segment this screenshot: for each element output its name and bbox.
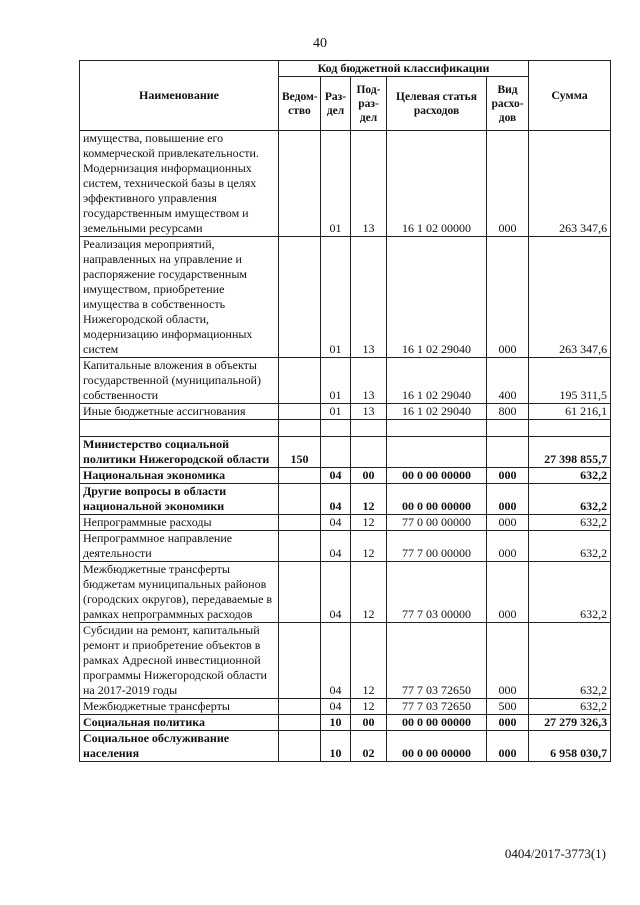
cell-target-article: 00 0 00 00000 <box>387 484 487 515</box>
cell-razdel: 04 <box>321 562 351 623</box>
cell-podrazdel: 13 <box>351 131 387 237</box>
cell-podrazdel: 00 <box>351 468 387 484</box>
table-row <box>80 420 611 437</box>
cell-sum: 263 347,6 <box>529 237 611 358</box>
cell-expense-type: 500 <box>487 699 529 715</box>
cell-target-article: 00 0 00 00000 <box>387 731 487 762</box>
cell-name: Национальная экономика <box>80 468 279 484</box>
cell-name: Социальная политика <box>80 715 279 731</box>
cell-name <box>80 420 279 437</box>
cell-expense-type: 000 <box>487 531 529 562</box>
header-podrazdel: Под-раз-дел <box>351 77 387 131</box>
cell-target-article: 16 1 02 29040 <box>387 404 487 420</box>
table-row <box>80 237 611 358</box>
cell-expense-type: 000 <box>487 623 529 699</box>
table-row <box>80 715 611 731</box>
table-row <box>80 131 611 237</box>
header-sum: Сумма <box>529 61 611 131</box>
cell-razdel: 04 <box>321 531 351 562</box>
cell-target-article: 77 7 03 72650 <box>387 699 487 715</box>
cell-razdel: 04 <box>321 699 351 715</box>
cell-target-article: 16 1 02 29040 <box>387 358 487 404</box>
cell-vedomstvo: 150 <box>279 437 321 468</box>
cell-target-article: 00 0 00 00000 <box>387 468 487 484</box>
cell-razdel: 01 <box>321 131 351 237</box>
cell-target-article: 16 1 02 29040 <box>387 237 487 358</box>
cell-razdel: 04 <box>321 484 351 515</box>
cell-expense-type: 000 <box>487 468 529 484</box>
cell-target-article: 77 7 00 00000 <box>387 531 487 562</box>
cell-podrazdel: 12 <box>351 699 387 715</box>
cell-razdel: 04 <box>321 468 351 484</box>
cell-name: Другие вопросы в области национальной экономики <box>80 484 279 515</box>
table-row <box>80 358 611 404</box>
cell-target-article <box>387 437 487 468</box>
cell-vedomstvo <box>279 562 321 623</box>
cell-expense-type: 000 <box>487 715 529 731</box>
cell-vedomstvo <box>279 515 321 531</box>
cell-name: имущества, повышение его коммерческой привлекательности. Модернизация информационных систем, технической базы в целях эффективного управления государственным имуществом и земельными ресурсами <box>80 131 279 237</box>
cell-expense-type: 000 <box>487 131 529 237</box>
table-row <box>80 404 611 420</box>
cell-sum: 632,2 <box>529 531 611 562</box>
table-row <box>80 437 611 468</box>
cell-sum: 27 279 326,3 <box>529 715 611 731</box>
cell-expense-type: 000 <box>487 515 529 531</box>
cell-vedomstvo <box>279 404 321 420</box>
table-row <box>80 515 611 531</box>
cell-sum: 632,2 <box>529 699 611 715</box>
cell-expense-type <box>487 437 529 468</box>
cell-podrazdel: 13 <box>351 237 387 358</box>
cell-sum: 61 216,1 <box>529 404 611 420</box>
cell-vedomstvo <box>279 715 321 731</box>
cell-razdel: 01 <box>321 237 351 358</box>
cell-podrazdel: 12 <box>351 623 387 699</box>
cell-vedomstvo <box>279 623 321 699</box>
cell-target-article <box>387 420 487 437</box>
cell-name: Непрограммные расходы <box>80 515 279 531</box>
cell-expense-type: 400 <box>487 358 529 404</box>
header-code-group: Код бюджетной классификации <box>279 61 529 77</box>
page-number: 40 <box>313 36 327 51</box>
cell-expense-type: 000 <box>487 562 529 623</box>
cell-sum: 632,2 <box>529 515 611 531</box>
cell-name: Реализация мероприятий, направленных на управление и распоряжение государственным имуществом, приобретение имущества в собственность Нижегородской области, модернизацию информационных систем <box>80 237 279 358</box>
cell-expense-type: 000 <box>487 731 529 762</box>
header-vedomstvo: Ведом-ство <box>279 77 321 131</box>
cell-vedomstvo <box>279 531 321 562</box>
cell-sum: 632,2 <box>529 484 611 515</box>
table-row <box>80 468 611 484</box>
cell-vedomstvo <box>279 237 321 358</box>
cell-vedomstvo <box>279 131 321 237</box>
cell-podrazdel <box>351 420 387 437</box>
cell-podrazdel: 12 <box>351 531 387 562</box>
document-code: 0404/2017-3773(1) <box>504 846 606 861</box>
cell-name: Иные бюджетные ассигнования <box>80 404 279 420</box>
cell-target-article: 16 1 02 00000 <box>387 131 487 237</box>
table-row <box>80 531 611 562</box>
cell-podrazdel: 12 <box>351 515 387 531</box>
cell-vedomstvo <box>279 468 321 484</box>
cell-vedomstvo <box>279 699 321 715</box>
cell-expense-type <box>487 420 529 437</box>
cell-sum: 263 347,6 <box>529 131 611 237</box>
cell-podrazdel: 13 <box>351 358 387 404</box>
cell-vedomstvo <box>279 484 321 515</box>
cell-name: Министерство социальной политики Нижегородской области <box>80 437 279 468</box>
budget-table <box>79 60 611 762</box>
cell-expense-type: 800 <box>487 404 529 420</box>
table-row <box>80 731 611 762</box>
cell-name: Капитальные вложения в объекты государственной (муниципальной) собственности <box>80 358 279 404</box>
cell-vedomstvo <box>279 731 321 762</box>
cell-razdel <box>321 437 351 468</box>
cell-razdel: 01 <box>321 404 351 420</box>
cell-expense-type: 000 <box>487 237 529 358</box>
cell-sum: 632,2 <box>529 468 611 484</box>
cell-razdel: 01 <box>321 358 351 404</box>
table-body <box>80 131 611 762</box>
cell-name: Непрограммное направление деятельности <box>80 531 279 562</box>
cell-podrazdel: 13 <box>351 404 387 420</box>
header-razdel: Раз-дел <box>321 77 351 131</box>
cell-target-article: 77 0 00 00000 <box>387 515 487 531</box>
header-name: Наименование <box>80 61 279 131</box>
cell-podrazdel: 12 <box>351 562 387 623</box>
table-row <box>80 562 611 623</box>
cell-podrazdel: 12 <box>351 484 387 515</box>
cell-podrazdel: 00 <box>351 715 387 731</box>
cell-razdel: 04 <box>321 623 351 699</box>
cell-target-article: 77 7 03 72650 <box>387 623 487 699</box>
cell-name: Межбюджетные трансферты бюджетам муниципальных районов (городских округов), передаваемые в рамках непрограммных расходов <box>80 562 279 623</box>
table-row <box>80 623 611 699</box>
cell-expense-type: 000 <box>487 484 529 515</box>
cell-sum: 632,2 <box>529 562 611 623</box>
cell-razdel: 04 <box>321 515 351 531</box>
cell-sum <box>529 420 611 437</box>
cell-sum: 195 311,5 <box>529 358 611 404</box>
cell-podrazdel <box>351 437 387 468</box>
cell-vedomstvo <box>279 358 321 404</box>
cell-sum: 632,2 <box>529 623 611 699</box>
header-expense-type: Вид расхо-дов <box>487 77 529 131</box>
cell-target-article: 00 0 00 00000 <box>387 715 487 731</box>
cell-razdel: 10 <box>321 715 351 731</box>
header-target-article: Целевая статья расходов <box>387 77 487 131</box>
cell-name: Социальное обслуживание населения <box>80 731 279 762</box>
cell-razdel: 10 <box>321 731 351 762</box>
cell-name: Субсидии на ремонт, капитальный ремонт и приобретение объектов в рамках Адресной инвестиционной программы Нижегородской области на 2017-2019 годы <box>80 623 279 699</box>
cell-target-article: 77 7 03 00000 <box>387 562 487 623</box>
table-row <box>80 699 611 715</box>
cell-sum: 27 398 855,7 <box>529 437 611 468</box>
cell-razdel <box>321 420 351 437</box>
table-row <box>80 484 611 515</box>
cell-vedomstvo <box>279 420 321 437</box>
cell-sum: 6 958 030,7 <box>529 731 611 762</box>
cell-podrazdel: 02 <box>351 731 387 762</box>
cell-name: Межбюджетные трансферты <box>80 699 279 715</box>
